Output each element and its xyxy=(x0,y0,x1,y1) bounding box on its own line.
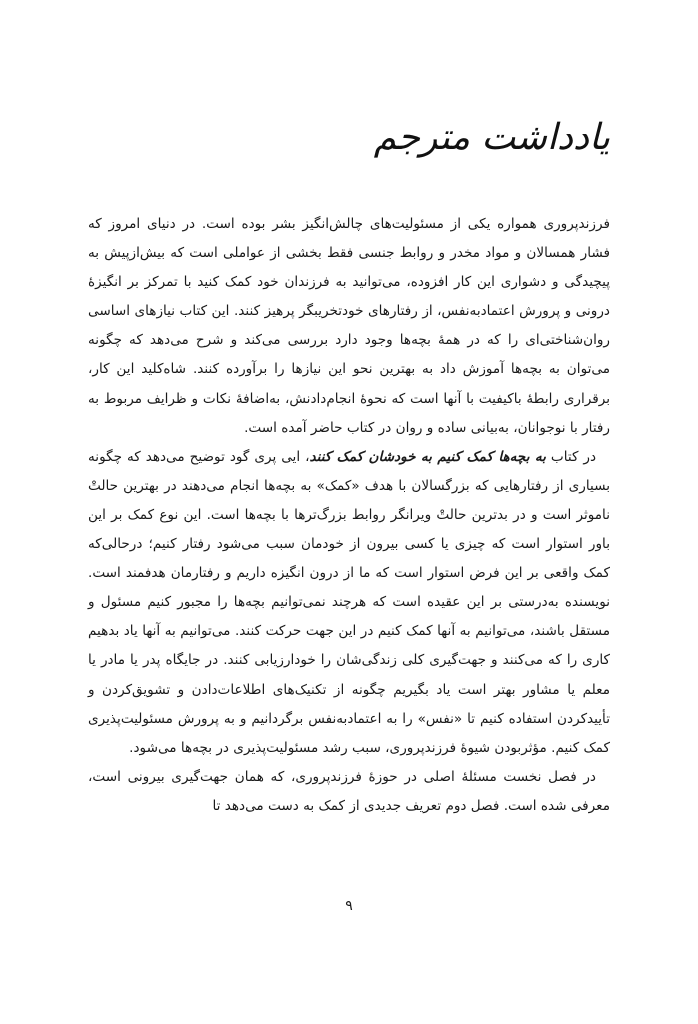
paragraph-2 xyxy=(88,443,610,763)
book-title: به بچه‌ها کمک کنیم به خودشان کمک کنند xyxy=(309,448,546,465)
page-number: ۹ xyxy=(345,898,353,914)
paragraph-2-body: ، ایی پری گود توضیح می‌دهد که چگونه بسیاری از رفتارهایی که بزرگسالان با هدف «کمک» به بچه‌ها انجام می‌دهند در بهترین حالتْ ناموثر است و در بدترین حالتْ ویرانگر روابط بزرگ‌ترها با بچه‌ها است. این نوع کمک بر این باور استوار است که چیزی یا کسی بیرون از خودمان سبب می‌شود رفتار کنیم؛ درحالی‌که کمک واقعی بر این فرض استوار است که ما از درون انگیزه داریم و رفتارمان هدفمند است. نویسنده به‌درستی بر این عقیده است که هرچند نمی‌توانیم بچه‌ها را مجبور کنیم مسئول و مستقل باشند، می‌توانیم به آنها کمک کنیم در این جهت حرکت کنند. می‌توانیم به آنها یاد بدهیم کاری را که می‌کنند و جهت‌گیری کلی زندگی‌شان را خودارزیابی کنند. در جایگاه پدر یا مادر یا معلم یا مشاور بهتر است یاد بگیریم چگونه از تکنیک‌های اطلاعات‌دادن و تشویق‌کردن و تأییدکردن استفاده کنیم تا «نفس» را به اعتمادبه‌نفس برگردانیم و به پرورش مسئولیت‌پذیری کمک کنیم. مؤثربودن شیوهٔ فرزندپروری، سبب رشد مسئولیت‌پذیری در بچه‌ها می‌شود. xyxy=(88,448,610,756)
body-text xyxy=(88,210,610,821)
paragraph-2-intro: در کتاب xyxy=(545,448,596,465)
paragraph-1: فرزندپروری همواره یکی از مسئولیت‌های چالش‌انگیز بشر بوده است. در دنیای امروز که فشار همسالان و مواد مخدر و روابط جنسی فقط بخشی از عواملی است که بیش‌ازپیش به پیچیدگی و دشواری این کار افزوده، می‌توانید به فرزندان خود کمک کنید با تمرکز بر انگیزهٔ درونی و پرورش اعتمادبه‌نفس، از رفتارهای خودتخریبگر پرهیز کنند. این کتاب نیازهای اساسی روان‌شناختی‌ای را که در همهٔ بچه‌ها وجود دارد بررسی می‌کند و شرح می‌دهد که چگونه می‌توان به بچه‌ها آموزش داد به بهترین نحو این نیازها را برآورده کنند. شاه‌کلید این کار، برقراری رابطهٔ باکیفیت با آنها است که نحوهٔ انجام‌دادنش، به‌اضافهٔ نکات و ظرایف مربوط به رفتار با نوجوانان، به‌بیانی ساده و روان در کتاب حاضر آمده است. xyxy=(88,216,610,436)
page-title: یادداشت مترجم xyxy=(373,117,610,158)
paragraph-3: در فصل نخست مسئلهٔ اصلی در حوزهٔ فرزندپروری، که همان جهت‌گیری بیرونی است، معرفی شده است. فصل دوم تعریف جدیدی از کمک به دست می‌دهد تا xyxy=(88,768,610,814)
